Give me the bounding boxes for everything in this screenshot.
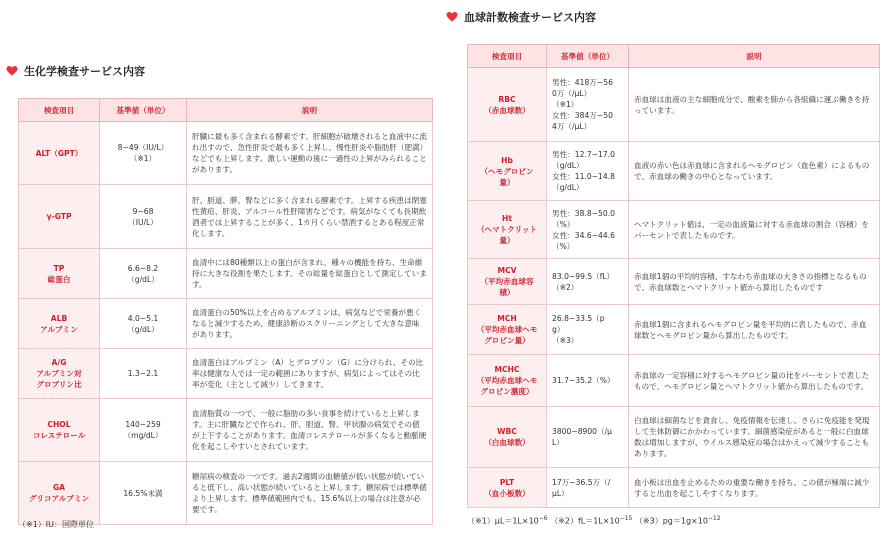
table-row: [19, 299, 433, 349]
blood-count-section-title: [446, 9, 596, 25]
description: 血液の赤い色は赤血球に含まれるヘモグロビン（血色素）によるもので、赤血球の働きの中心となっています。: [629, 142, 880, 201]
reference-value: 31.7~35.2（%）: [547, 355, 629, 407]
heart-icon: [446, 11, 458, 23]
table-row: [468, 201, 880, 259]
item-name: γ-GTP: [19, 185, 100, 249]
table-row: [468, 407, 880, 468]
blood-count-title-text: 血球計数検査サービス内容: [464, 11, 596, 24]
reference-value: 1.3~2.1: [100, 349, 187, 399]
column-header-desc: 説明: [187, 99, 433, 122]
description: 赤血球1個の平均的容積、すなわち赤血球の大きさの指標となるもので、赤血球数とヘマトクリット値から算出したものです: [629, 259, 880, 305]
reference-value: 4.0~5.1 （g/dL）: [100, 299, 187, 349]
footnote-femtoliter: （※2）fL＝1L×10: [550, 516, 620, 526]
item-name: MCHC （平均赤血球ヘモ グロビン濃度）: [468, 355, 547, 407]
description: 赤血球の一定容積に対するヘモグロビン量の比をパーセントで表したもので、ヘモグロビン量とヘマトクリット値から算出したものです。: [629, 355, 880, 407]
column-header-value: 基準値（単位）: [100, 99, 187, 122]
column-header-desc: 説明: [629, 45, 880, 68]
item-name: WBC （白血球数）: [468, 407, 547, 468]
footnote-microliter: （※1）μL＝1L×10: [467, 516, 539, 526]
column-header-item: 検査項目: [468, 45, 547, 68]
footnote-microliter-exponent: −6: [538, 515, 548, 522]
item-name: A/G アルブミン対 グロブリン比: [19, 349, 100, 399]
item-name: Ht （ヘマトクリット 量）: [468, 201, 547, 259]
reference-value: 16.5%未満: [100, 462, 187, 525]
table-row: [19, 462, 433, 525]
description: 血清蛋白の50%以上を占めるアルブミンは、病気などで栄養が悪くなると減少するため、健康診断のスクリーニングとして大きな意味があります。: [187, 299, 433, 349]
blood-count-footnote: [467, 515, 721, 527]
reference-value: 140~259 （mg/dL）: [100, 399, 187, 462]
biochem-section-title: [6, 63, 145, 79]
reference-value: 3800~8900（/μ L）: [547, 407, 629, 468]
description: 赤血球1個に含まれるヘモグロビン量を平均的に表したもので、赤血球数とヘモグロビン量から算出したものです。: [629, 305, 880, 355]
description: ヘマトクリット値は、一定の血液量に対する赤血球の割合（容積）をパーセントで表したものです。: [629, 201, 880, 259]
footnote-femtoliter-exponent: −15: [619, 515, 633, 522]
table-row: [468, 305, 880, 355]
description: 血清中には80種類以上の蛋白が含まれ、種々の機能を持ち、生命維持に大きな役割を果たします。その総量を総蛋白として測定しています。: [187, 249, 433, 299]
table-row: [19, 185, 433, 249]
description: 血小板は出血を止めるための重要な働きを持ち、この値が極端に減少すると出血を起こしやすくなります。: [629, 468, 880, 508]
column-header-item: 検査項目: [19, 99, 100, 122]
item-name: GA グリコアルブミン: [19, 462, 100, 525]
reference-value: 9~68 （IU/L）: [100, 185, 187, 249]
footnote-picogram: （※3）pg＝1g×10: [634, 516, 708, 526]
item-name: Hb （ヘモグロビン 量）: [468, 142, 547, 201]
blood-count-table: [467, 44, 880, 508]
reference-value: 男性：12.7~17.0 （g/dL） 女性：11.0~14.8 （g/dL）: [547, 142, 629, 201]
reference-value: 83.0~99.5（fL） （※2）: [547, 259, 629, 305]
column-header-value: 基準値（単位）: [547, 45, 629, 68]
description: 肝臓に最も多く含まれる酵素です。肝細胞が破壊されると血液中に流れ出すので、急性肝炎で最も多く上昇し、慢性肝炎や脂肪肝（肥満）などでも上昇します。激しい運動の後に一過性の上昇がみられることがあります。: [187, 122, 433, 185]
item-name: MCV （平均赤血球容 積）: [468, 259, 547, 305]
item-name: ALB アルブミン: [19, 299, 100, 349]
description: 血清蛋白はアルブミン（A）とグロブリン（G）に分けられ、その比率は健康な人では一定の範囲にありますが、病気によってはその比率が変化（主として減少）してきます。: [187, 349, 433, 399]
table-row: [468, 142, 880, 201]
footnote-picogram-exponent: −12: [707, 515, 721, 522]
table-header-row: [19, 99, 433, 122]
item-name: RBC （赤血球数）: [468, 68, 547, 142]
table-row: [19, 349, 433, 399]
reference-value: 17万~36.5万（/ μL）: [547, 468, 629, 508]
reference-value: 男性：38.8~50.0 （%） 女性：34.6~44.6 （%）: [547, 201, 629, 259]
description: 肝、胆道、膵、腎などに多く含まれる酵素です。上昇する疾患は閉塞性黄疸、肝炎、アルコール性肝障害などです。病気がなくても長期飲酒者では上昇することが多く、1カ月くらい禁酒するとある程度正常化します。: [187, 185, 433, 249]
biochem-footnote: （※1）IU：国際単位: [18, 520, 95, 529]
table-row: [468, 259, 880, 305]
reference-value: 6.6~8.2 （g/dL）: [100, 249, 187, 299]
table-row: [468, 68, 880, 142]
table-row: [19, 249, 433, 299]
item-name: ALT（GPT）: [19, 122, 100, 185]
item-name: MCH （平均赤血球ヘモ グロビン量）: [468, 305, 547, 355]
biochem-title-text: 生化学検査サービス内容: [24, 65, 145, 78]
table-row: [468, 355, 880, 407]
item-name: TP 総蛋白: [19, 249, 100, 299]
item-name: CHOL コレステロール: [19, 399, 100, 462]
description: 血清脂質の一つで、一般に脂肪の多い食事を続けていると上昇します。主に肝臓などで作られ、肝、胆道、腎、甲状腺の病気でその値が上下することがあります。血清コレステロールが多くなると動脈硬化を起こしやすいとされています。: [187, 399, 433, 462]
table-row: [468, 468, 880, 508]
reference-value: 26.8~33.5（p g） （※3）: [547, 305, 629, 355]
reference-value: 8~49（IU/L） （※1）: [100, 122, 187, 185]
table-header-row: [468, 45, 880, 68]
heart-icon: [6, 65, 18, 77]
description: 赤血球は血液の主な細胞成分で、酸素を肺から各組織に運ぶ働きを持っています。: [629, 68, 880, 142]
reference-value: 男性：418万~56 0万（/μL） （※1） 女性：384万~50 4万（/μL）: [547, 68, 629, 142]
description: 糖尿病の検査の一つです。過去2週間の血糖値が低い状態が続いていると低下し、高い状態が続いていると上昇します。糖尿病では標準値より上昇します。標準値範囲内でも、15.6%以上の場合は注意が必要です。: [187, 462, 433, 525]
item-name: PLT （血小板数）: [468, 468, 547, 508]
table-row: [19, 122, 433, 185]
description: 白血球は細菌などを貪食し、免疫情報を伝達し、さらに免疫能を発現して生体防御にかかわっています。細菌感染症があると一般に白血球数は増加しますが、ウイルス感染症の場合はかえって減少することもあります。: [629, 407, 880, 468]
table-row: [19, 399, 433, 462]
biochem-table: [18, 98, 433, 525]
